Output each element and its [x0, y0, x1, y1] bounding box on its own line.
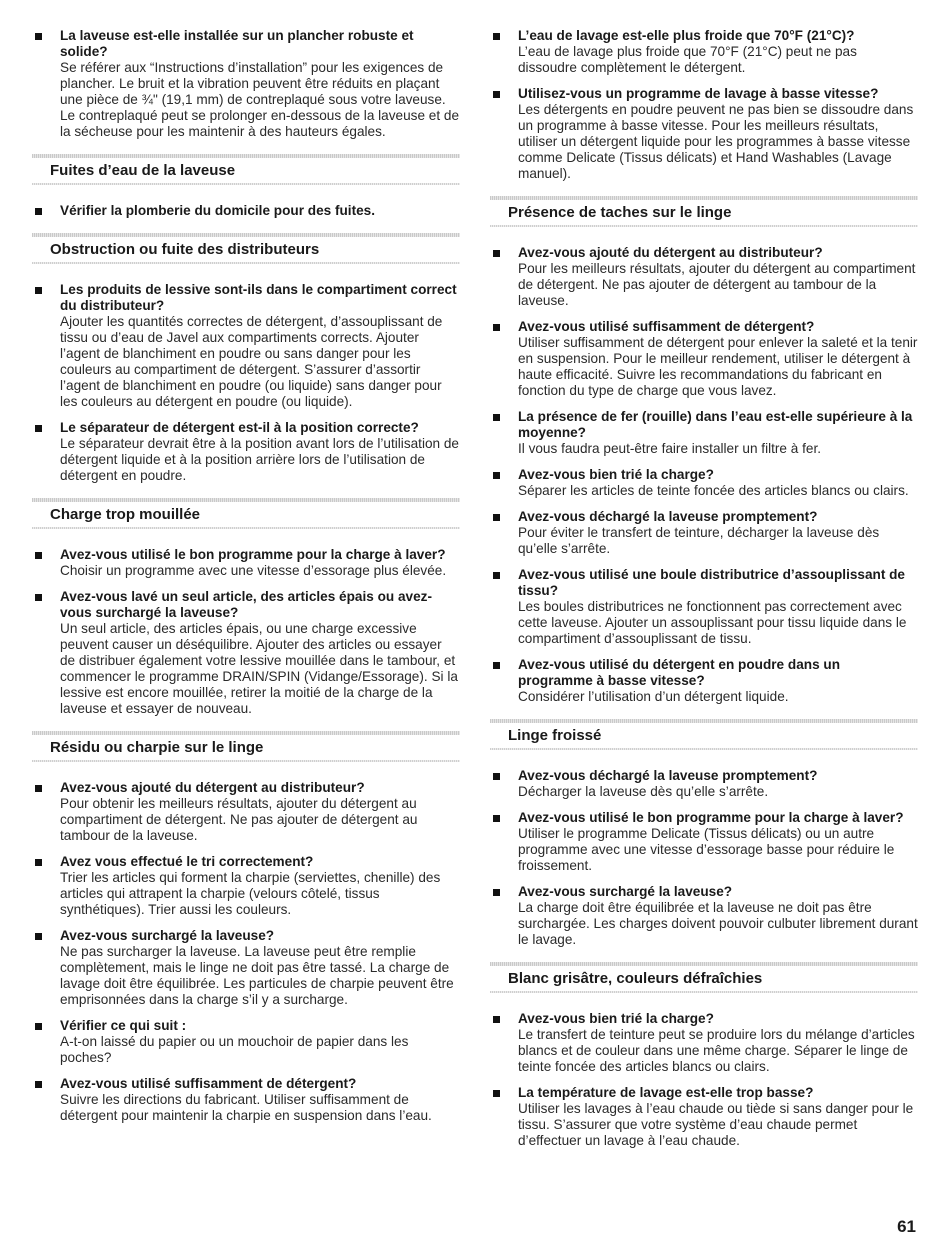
square-bullet-icon — [493, 414, 500, 421]
list-item — [32, 1076, 460, 1124]
question-text: La température de lavage est-elle trop basse? — [518, 1085, 814, 1100]
list-item — [32, 28, 460, 140]
list-item — [490, 810, 918, 874]
square-bullet-icon — [493, 250, 500, 257]
square-bullet-icon — [493, 33, 500, 40]
answer-text: Ajouter les quantités correctes de détergent, d’assouplissant de tissu ou d’eau de Javel aux compartiments corrects. Ajouter l’agent de blanchiment en poudre ou sans danger pour les couleurs au compartiment de détergent. S’assurer d’assortir l’agent de blanchiment en poudre (ou liquide) sans danger pour les couleurs au détergent en poudre (ou liquide). — [60, 314, 443, 409]
answer-text: Choisir un programme avec une vitesse d’essorage plus élevée. — [60, 563, 447, 578]
list-item — [490, 28, 918, 76]
question-text: Avez-vous bien trié la charge? — [518, 467, 714, 482]
answer-text: Utiliser le programme Delicate (Tissus délicats) ou un autre programme avec une vitesse d’essorage basse pour réduire le froissement. — [518, 826, 895, 873]
question-text: Vérifier la plomberie du domicile pour des fuites. — [60, 203, 375, 218]
section-header — [32, 233, 460, 264]
section-underline — [490, 748, 918, 750]
answer-text: Les boules distributrices ne fonctionnent pas correctement avec cette laveuse. Ajouter un assouplissant pour tissu liquide dans le compartiment d’assouplissant de tissu. — [518, 599, 907, 646]
question-text: Avez-vous utilisé suffisamment de détergent? — [518, 319, 815, 334]
question-text: Avez-vous bien trié la charge? — [518, 1011, 714, 1026]
square-bullet-icon — [35, 859, 42, 866]
square-bullet-icon — [493, 1016, 500, 1023]
question-text: Avez-vous ajouté du détergent au distributeur? — [518, 245, 823, 260]
section-underline — [32, 262, 460, 264]
square-bullet-icon — [493, 889, 500, 896]
list-item — [490, 319, 918, 399]
section-heading: Présence de taches sur le linge — [508, 204, 732, 221]
section-heading: Résidu ou charpie sur le linge — [50, 739, 264, 756]
answer-text: La charge doit être équilibrée et la laveuse ne doit pas être surchargée. Les charges doivent pouvoir culbuter librement durant le lavage. — [518, 900, 918, 947]
section-heading: Fuites d’eau de la laveuse — [50, 162, 236, 179]
list-item — [490, 567, 918, 647]
question-text: Avez-vous utilisé suffisamment de détergent? — [60, 1076, 357, 1091]
square-bullet-icon — [493, 1090, 500, 1097]
square-bullet-icon — [35, 287, 42, 294]
question-text: Avez-vous lavé un seul article, des articles épais ou avez-vous surchargé la laveuse? — [60, 589, 432, 620]
answer-text: Le séparateur devrait être à la position avant lors de l’utilisation de détergent liquide et à la position arrière lors de l’utilisation de détergent en poudre. — [60, 436, 459, 483]
list-item — [32, 780, 460, 844]
section-heading: Charge trop mouillée — [50, 506, 201, 523]
question-text: Avez-vous utilisé le bon programme pour la charge à laver? — [518, 810, 904, 825]
square-bullet-icon — [35, 1081, 42, 1088]
list-item — [490, 509, 918, 557]
answer-text: Utiliser les lavages à l’eau chaude ou tiède si sans danger pour le tissu. S’assurer que votre système d’eau chaude permet d’effectuer un lavage à l’eau chaude. — [518, 1101, 914, 1148]
question-text: Avez-vous surchargé la laveuse? — [60, 928, 275, 943]
list-item — [32, 203, 460, 219]
section-underline — [490, 991, 918, 993]
answer-text: Suivre les directions du fabricant. Utiliser suffisamment de détergent pour maintenir la charpie en suspension dans l’eau. — [60, 1092, 432, 1123]
left-column — [32, 28, 460, 1134]
question-text: Avez-vous ajouté du détergent au distributeur? — [60, 780, 365, 795]
list-item — [32, 282, 460, 410]
square-bullet-icon — [493, 324, 500, 331]
list-item — [490, 86, 918, 182]
answer-text: Pour obtenir les meilleurs résultats, ajouter du détergent au compartiment de détergent. Ne pas ajouter de détergent au tambour de la laveuse. — [60, 796, 418, 843]
answer-text: Utiliser suffisamment de détergent pour enlever la saleté et la tenir en suspension. Pour le meilleur rendement, utiliser le détergent à haute efficacité. Suivre les recommandations du fabricant en fonction du type de charge que vous lavez. — [518, 335, 918, 398]
list-item — [490, 245, 918, 309]
square-bullet-icon — [493, 815, 500, 822]
section-heading: Blanc grisâtre, couleurs défraîchies — [508, 970, 763, 987]
list-item — [32, 1018, 460, 1066]
square-bullet-icon — [35, 1023, 42, 1030]
square-bullet-icon — [493, 472, 500, 479]
section-header — [490, 719, 918, 750]
question-text: Avez-vous déchargé la laveuse promptement? — [518, 768, 818, 783]
question-text: Avez-vous déchargé la laveuse promptement? — [518, 509, 818, 524]
list-item — [490, 1011, 918, 1075]
square-bullet-icon — [35, 208, 42, 215]
list-item — [490, 409, 918, 457]
answer-text: Pour éviter le transfert de teinture, décharger la laveuse dès qu’elle s’arrête. — [518, 525, 880, 556]
answer-text: A-t-on laissé du papier ou un mouchoir de papier dans les poches? — [60, 1034, 409, 1065]
answer-text: Séparer les articles de teinte foncée des articles blancs ou clairs. — [518, 483, 909, 498]
answer-text: Trier les articles qui forment la charpie (serviettes, chenille) des articles qui attrapent la charpie (velours côtelé, tissus synthétiques). Trier aussi les couleurs. — [60, 870, 441, 917]
section-underline — [32, 527, 460, 529]
square-bullet-icon — [35, 552, 42, 559]
question-text: Avez-vous utilisé une boule distributrice d’assouplissant de tissu? — [518, 567, 905, 598]
question-text: Utilisez-vous un programme de lavage à basse vitesse? — [518, 86, 879, 101]
list-item — [490, 1085, 918, 1149]
question-text: Les produits de lessive sont-ils dans le compartiment correct du distributeur? — [60, 282, 457, 313]
right-column — [490, 28, 918, 1159]
list-item — [32, 589, 460, 717]
section-header — [490, 962, 918, 993]
list-item — [32, 854, 460, 918]
square-bullet-icon — [35, 933, 42, 940]
section-underline — [490, 225, 918, 227]
answer-text: Un seul article, des articles épais, ou une charge excessive peuvent causer un déséquilibre. Ajouter des articles ou essayer de distribuer également votre lessive mouillée dans le tambour, et commencer le programme DRAIN/SPIN (Vidange/Essorage). Si la lessive est encore mouillée, retirer la moitié de la charge de la laveuse et essayer de nouveau. — [60, 621, 458, 716]
square-bullet-icon — [35, 33, 42, 40]
answer-text: Les détergents en poudre peuvent ne pas bien se dissoudre dans un programme à basse vitesse. Pour les meilleurs résultats, utiliser un détergent liquide pour les programmes à basse vitesse comme Delicate (Tissus délicats) et Hand Washables (Lavage manuel). — [518, 102, 914, 181]
list-item — [32, 420, 460, 484]
question-text: La laveuse est-elle installée sur un plancher robuste et solide? — [60, 28, 414, 59]
answer-text: Décharger la laveuse dès qu’elle s’arrête. — [518, 784, 769, 799]
list-item — [32, 928, 460, 1008]
square-bullet-icon — [493, 91, 500, 98]
square-bullet-icon — [35, 425, 42, 432]
answer-text: Le transfert de teinture peut se produire lors du mélange d’articles blancs et de couleur dans une même charge. Séparer le linge de teinte foncée des articles blancs ou clairs. — [518, 1027, 915, 1074]
square-bullet-icon — [493, 572, 500, 579]
square-bullet-icon — [493, 514, 500, 521]
section-underline — [32, 760, 460, 762]
section-underline — [32, 183, 460, 185]
section-heading: Linge froissé — [508, 727, 602, 744]
section-header — [32, 154, 460, 185]
square-bullet-icon — [35, 785, 42, 792]
answer-text: Il vous faudra peut-être faire installer un filtre à fer. — [518, 441, 821, 456]
question-text: Vérifier ce qui suit : — [60, 1018, 187, 1033]
square-bullet-icon — [35, 594, 42, 601]
list-item — [490, 768, 918, 800]
answer-text: Considérer l’utilisation d’un détergent liquide. — [518, 689, 789, 704]
question-text: Le séparateur de détergent est-il à la position correcte? — [60, 420, 419, 435]
square-bullet-icon — [493, 662, 500, 669]
question-text: Avez vous effectué le tri correctement? — [60, 854, 314, 869]
section-heading: Obstruction ou fuite des distributeurs — [50, 241, 320, 258]
question-text: La présence de fer (rouille) dans l’eau est-elle supérieure à la moyenne? — [518, 409, 913, 440]
list-item — [490, 467, 918, 499]
answer-text: Pour les meilleurs résultats, ajouter du détergent au compartiment de détergent. Ne pas ajouter de détergent au tambour de la laveuse. — [518, 261, 916, 308]
square-bullet-icon — [493, 773, 500, 780]
list-item — [490, 884, 918, 948]
question-text: Avez-vous surchargé la laveuse? — [518, 884, 733, 899]
section-header — [32, 731, 460, 762]
section-header — [32, 498, 460, 529]
answer-text: L’eau de lavage plus froide que 70°F (21°C) peut ne pas dissoudre complètement le détergent. — [518, 44, 857, 75]
page-number: 61 — [897, 1217, 916, 1236]
answer-text: Ne pas surcharger la laveuse. La laveuse peut être remplie complètement, mais le linge ne doit pas être tassé. La charge de lavage doit être équilibrée. Les particules de charpie peuvent être emprisonnées dans la charge s’il y a surcharge. — [60, 944, 454, 1007]
question-text: L’eau de lavage est-elle plus froide que 70°F (21°C)? — [518, 28, 855, 43]
section-header — [490, 196, 918, 227]
answer-text: Se référer aux “Instructions d’installation” pour les exigences de plancher. Le bruit et la vibration peuvent être réduits en plaçant une pièce de ¾" (19,1 mm) de contreplaqué sous votre laveuse. Le contreplaqué peut se prolonger en-dessous de la laveuse et de la sécheuse pour les maintenir à des hauteurs égales. — [60, 60, 460, 139]
question-text: Avez-vous utilisé du détergent en poudre dans un programme à basse vitesse? — [518, 657, 841, 688]
list-item — [32, 547, 460, 579]
question-text: Avez-vous utilisé le bon programme pour la charge à laver? — [60, 547, 446, 562]
list-item — [490, 657, 918, 705]
